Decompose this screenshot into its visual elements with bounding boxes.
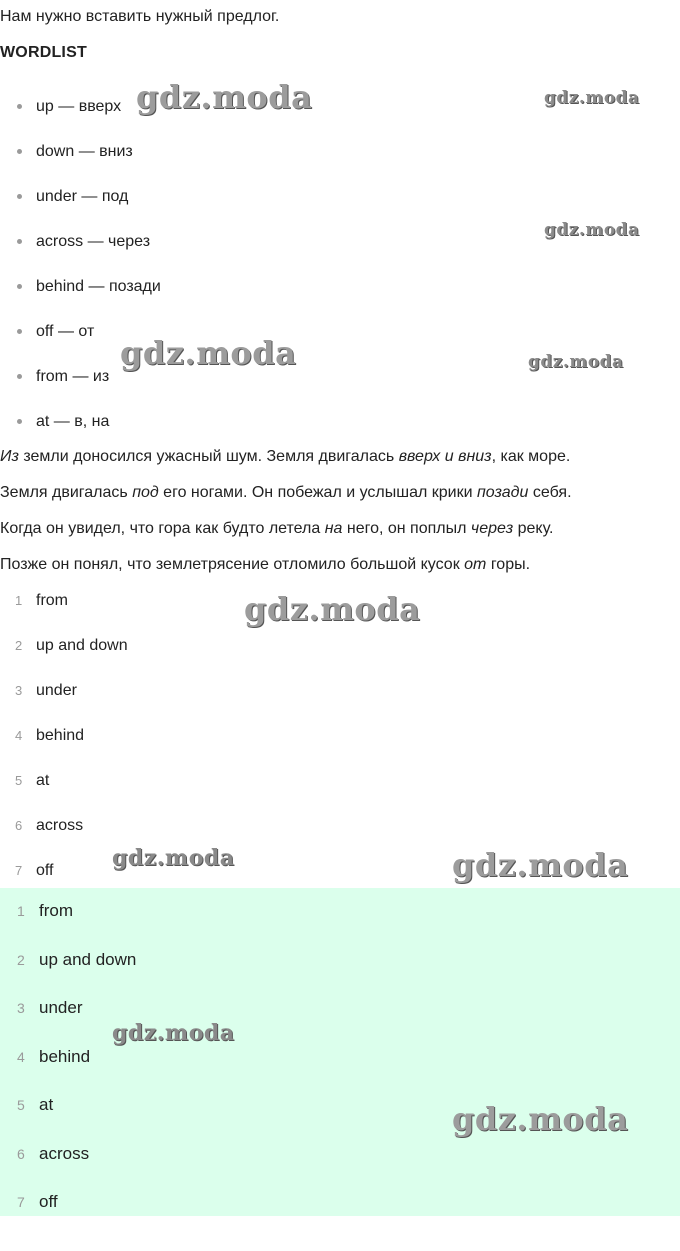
answer-text: at [36,772,50,789]
answer-number: 7 [15,863,23,878]
wordlist-item [0,129,161,174]
paragraph-text: его ногами. Он побежал и услышал крики [158,484,477,501]
italic-word: на [324,520,343,537]
answer-number: 6 [15,818,23,833]
answer-number: 7 [17,1194,25,1210]
wordlist-item [0,219,161,264]
watermark: gdz.moda [112,1020,235,1046]
answer-list [0,578,128,893]
answer-text: behind [36,727,85,744]
bullet-icon [17,104,22,109]
answer-number: 3 [17,1000,25,1016]
italic-word: под [132,484,159,501]
wordlist-item-text: at — в, на [36,413,110,430]
paragraph-text: реку. [513,520,554,537]
answer-number: 2 [17,951,25,968]
italic-word: Из [0,448,19,465]
answer-text: across [36,817,84,834]
answer-box [0,888,680,1216]
boxed-answer-item [0,892,680,941]
watermark: gdz.moda [112,845,235,871]
answer-text: across [39,1143,90,1163]
answer-item [0,803,128,848]
paragraph-text: Позже он понял, что землетрясение отломило большой кусок [0,556,465,573]
watermark: gdz.moda [244,590,421,628]
answer-text: behind [39,1046,91,1066]
wordlist-item-text: behind — позади [36,278,161,295]
bullet-icon [17,239,22,244]
paragraph-1 [0,448,570,466]
answer-number: 1 [15,593,23,608]
answer-number: 4 [15,728,23,743]
bullet-icon [17,419,22,424]
watermark: gdz.moda [452,1100,629,1138]
wordlist-item-text: under — под [36,188,129,205]
answer-text: off [36,862,54,879]
wordlist-title: WORDLIST [0,44,87,61]
boxed-answer-item [0,1135,680,1184]
answer-number: 1 [17,903,25,919]
wordlist-item-text: from — из [36,368,110,385]
bullet-icon [17,329,22,334]
paragraph-2 [0,484,572,502]
paragraph-3 [0,520,553,538]
bullet-icon [17,149,22,154]
answer-item [0,758,128,803]
wordlist-item-text: down — вниз [36,143,133,160]
answer-item [0,578,128,623]
intro-text: Нам нужно вставить нужный предлог. [0,8,280,25]
boxed-answer-item [0,989,680,1038]
answer-number: 2 [15,638,23,653]
wordlist-item [0,174,161,219]
italic-word: позади [477,484,529,501]
paragraph-text: себя. [528,484,572,501]
paragraph-4 [0,556,530,574]
watermark: gdz.moda [452,846,629,884]
paragraph-text: Земля двигалась [0,484,133,501]
bullet-icon [17,194,22,199]
paragraph-text: Когда он увидел, что гора как будто летела [0,520,325,537]
paragraph-text: земли доносился ужасный шум. Земля двигалась [18,448,399,465]
watermark: gdz.moda [544,220,640,240]
answer-item [0,848,128,893]
answer-item [0,668,128,713]
bullet-icon [17,374,22,379]
boxed-answer-item [0,1183,680,1232]
paragraph-text: , как море. [491,448,571,465]
boxed-answer-item [0,1038,680,1087]
wordlist-item [0,264,161,309]
answer-text: at [39,1095,54,1114]
boxed-answer-list [0,888,680,1232]
answer-number: 6 [17,1145,25,1162]
answer-text: from [36,592,68,609]
answer-item [0,623,128,668]
wordlist-item-text: across — через [36,233,151,250]
answer-item [0,713,128,758]
italic-word: вверх и вниз [398,448,492,465]
watermark: gdz.moda [136,78,313,116]
paragraph-text: него, он поплыл [342,520,471,537]
boxed-answer-item [0,941,680,990]
watermark: gdz.moda [120,334,297,372]
watermark: gdz.moda [544,88,640,108]
answer-number: 5 [17,1097,25,1113]
answer-text: up and down [36,637,128,654]
answer-text: up and down [39,949,137,969]
wordlist [0,84,161,444]
answer-number: 3 [15,683,23,698]
answer-text: under [39,998,83,1017]
bullet-icon [17,284,22,289]
answer-number: 5 [15,773,23,788]
wordlist-item-text: up — вверх [36,98,122,115]
watermark: gdz.moda [528,352,624,372]
wordlist-item-text: off — от [36,323,95,340]
answer-text: off [39,1192,58,1211]
wordlist-item [0,399,161,444]
answer-text: under [36,682,77,699]
answer-text: from [39,901,73,920]
answer-number: 4 [17,1048,25,1065]
paragraph-text: горы. [486,556,531,573]
italic-word: через [470,520,514,537]
italic-word: от [464,556,487,573]
